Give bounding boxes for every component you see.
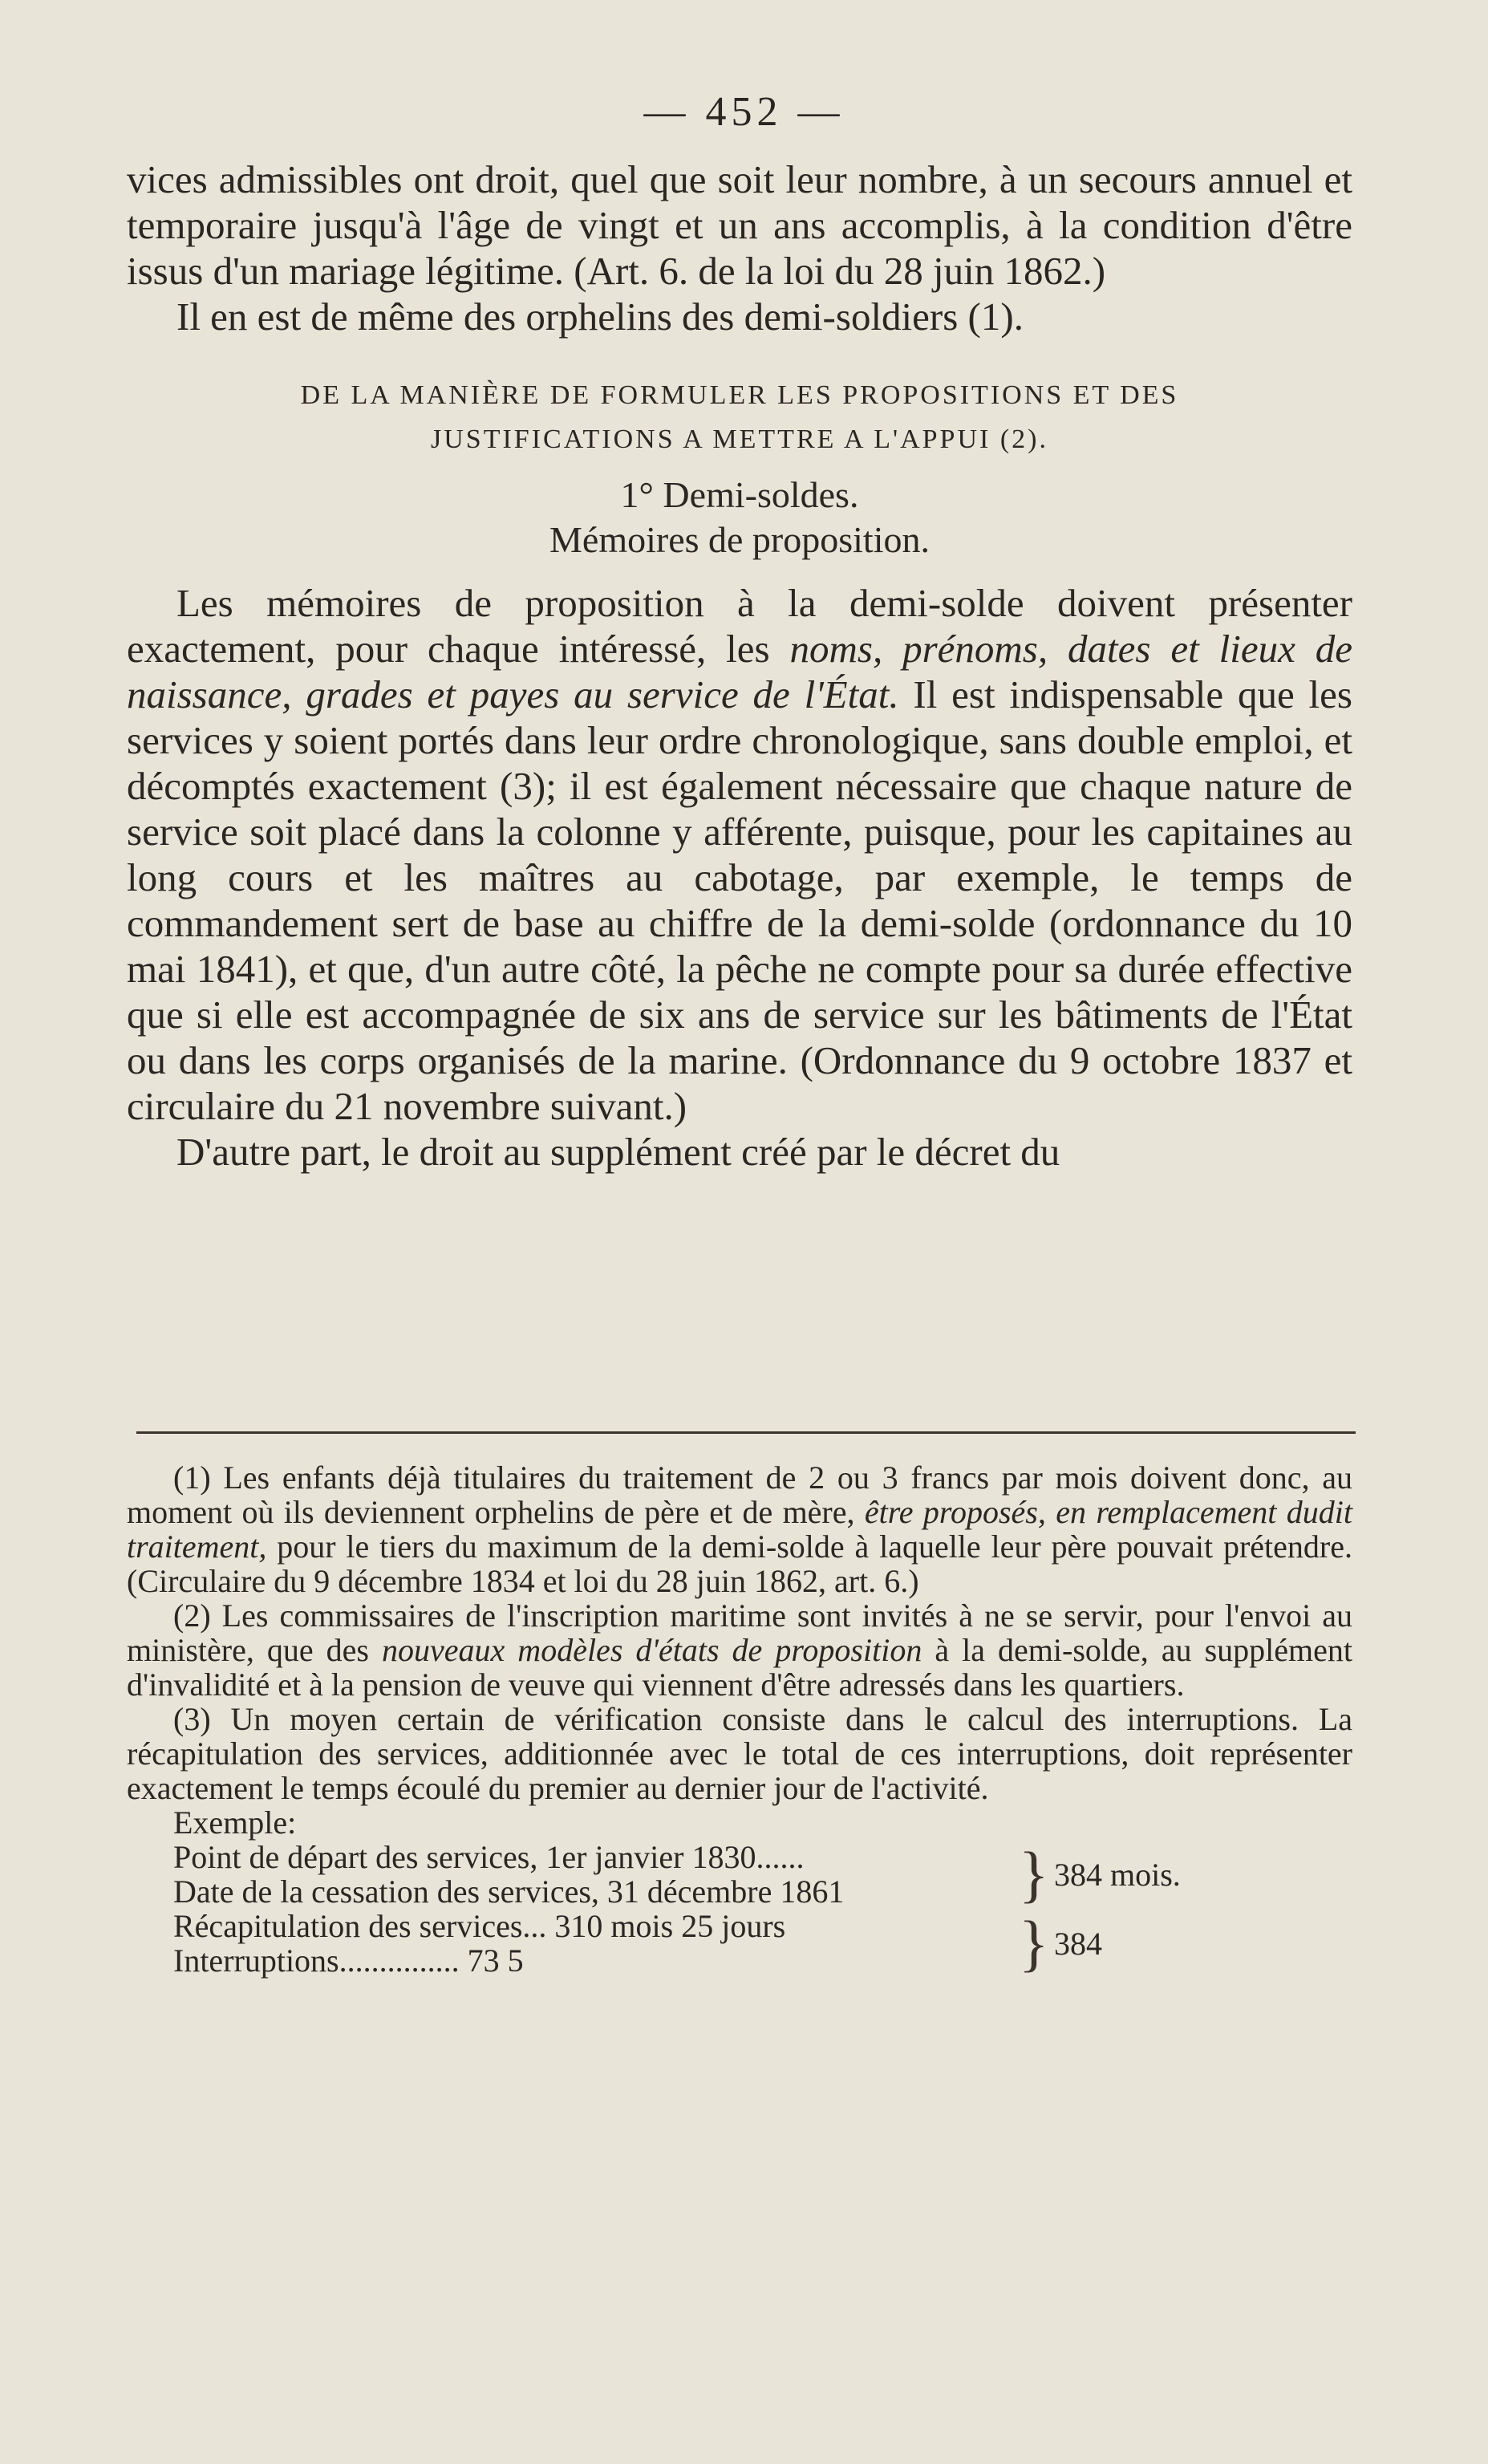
subheading-demi-soldes: 1° Demi-soldes. [620,474,859,515]
brace-icon: } [1019,1839,1049,1909]
main-text [127,156,1352,1175]
example-total-months: 384 mois. [1054,1856,1181,1893]
footnote-1-end: pour le tiers du maximum de la demi-solde à laquelle leur père pouvait prétendre. (Circulaire du 9 décembre 1834 et loi du 28 juin 1862, art. 6.) [127,1528,1352,1599]
example-recap-total: 384 [1054,1925,1102,1962]
footnote-3: (3) Un moyen certain de vérification consiste dans le calcul des interruptions. La récapitulation des services, additionnée avec le total de ces interruptions, doit représenter exactement le temps écoulé du premier au dernier jour de l'activité. [127,1701,1352,1806]
para1-end: Il est indispensable que les services y soient portés dans leur ordre chronologique, sans double emploi, et décomptés exactement (3); il est également nécessaire que chaque nature de service soit placé dans la colonne y afférente, puisque, pour les capitaines au long cours et les maîtres au cabotage, par exemple, le temps de commandement sert de base au chiffre de la demi-solde (ordonnance du 10 mai 1841), et que, d'un autre côté, la pêche ne compte pour sa durée effective que si elle est accompagnée de six ans de service sur les bâtiments de l'État ou dans les corps organisés de la marine. (Ordonnance du 9 octobre 1837 et circulaire du 21 novembre suivant.) [127,672,1352,1128]
brace-icon: } [1019,1908,1049,1978]
body-paragraph-continued: vices admissibles ont droit, quel que soit leur nombre, à un secours annuel et temporaire jusqu'à l'âge de vingt et un ans accomplis, à la condition d'être issus d'un mariage légitime. (Art. 6. de la loi du 28 juin 1862.) [127,157,1352,293]
example-interruptions: Interruptions............... 73 5 [173,1942,524,1979]
footnote-2-italic: nouveaux modèles d'états de proposition [382,1632,922,1668]
body-paragraph-orphans: Il en est de même des orphelins des demi-soldiers (1). [176,294,1024,339]
footnote-1-italic: être proposés, en remplacement dudit traitement, [127,1494,1352,1565]
footnote-2-end: à la demi-solde, au supplément d'invalidité et à la pension de veuve qui viennent d'être adressés dans les quartiers. [127,1632,1353,1703]
para1-start: Les mémoires de proposition à la demi-solde doivent présenter exactement, pour chaque intéressé, les [127,581,1352,671]
section-heading-line2: JUSTIFICATIONS A METTRE A L'APPUI (2). [431,424,1048,454]
example-services-recap: Récapitulation des services... 310 mois 25 jours [173,1908,786,1944]
page-number: — 452 — [643,89,845,135]
footnote-1 [127,1460,1352,1598]
example-end-date: Date de la cessation des services, 31 décembre 1861 [173,1873,845,1910]
body-paragraph-memoires [127,580,1352,1129]
example-recap [127,1909,1352,1978]
subheading-memoires: Mémoires de proposition. [549,519,930,560]
footnote-2 [127,1598,1352,1702]
footnote-1-start: (1) Les enfants déjà titulaires du traitement de 2 ou 3 francs par mois doivent donc, au moment où ils deviennent orphelins de père et de mère, [127,1459,1352,1530]
footnotes [127,1460,1352,1978]
footnote-2-start: (2) Les commissaires de l'inscription maritime sont invités à ne se servir, pour l'envoi au ministère, que des [127,1597,1352,1668]
section-heading-line1: DE LA MANIÈRE DE FORMULER LES PROPOSITIONS ET DES [300,380,1179,410]
example-dates [127,1840,1352,1909]
example-start-date: Point de départ des services, 1er janvier 1830...... [173,1839,805,1875]
para1-italic: noms, prénoms, dates et lieux de naissance, grades et payes au service de l'État. [127,627,1352,716]
example-label: Exemple: [173,1804,297,1841]
body-paragraph-supplement: D'autre part, le droit au supplément créé par le décret du [176,1130,1060,1174]
footnote-rule [136,1431,1356,1434]
